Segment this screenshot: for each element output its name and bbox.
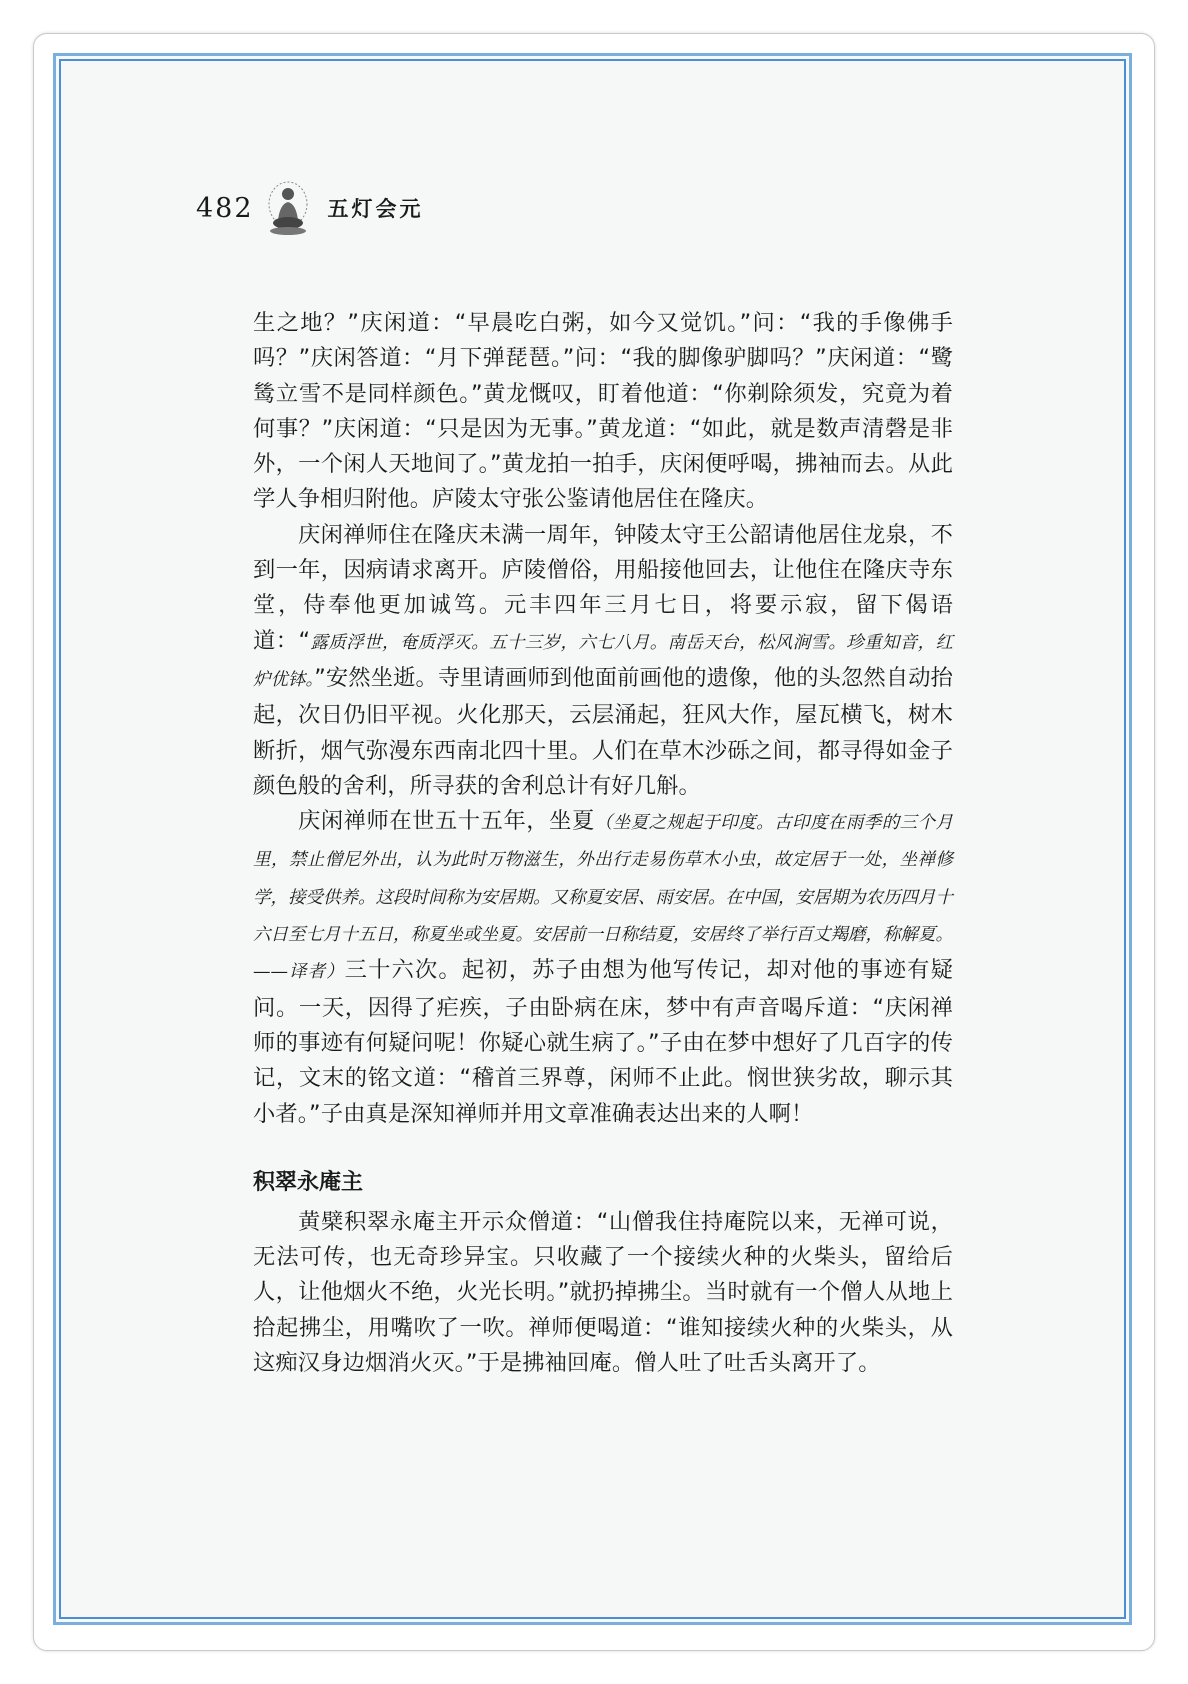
- paragraph-text: 庆闲禅师住在隆庆未满一周年，钟陵太守王公韶请他居住龙泉，不到一年，因病请求离开。庐陵僧俗，用船接他回去，让他住在隆庆寺东堂，侍奉他更加诚笃。元丰四年三月七日，将要示寂，留下偈语道：“: [253, 521, 953, 654]
- page-number: 482: [196, 192, 254, 224]
- paragraph: [253, 518, 953, 804]
- paragraph: 黄檗积翠永庵主开示众僧道：“山僧我住持庵院以来，无禅可说，无法可传，也无奇珍异宝。只收藏了一个接续火种的火柴头，留给后人，让他烟火不绝，火光长明。”就扔掉拂尘。当时就有一个僧人从地上拾起拂尘，用嘴吹了一吹。禅师便喝道：“谁知接续火种的火柴头，从这痴汉身边烟消火灭。”于是拂袖回庵。僧人吐了吐舌头离开了。: [253, 1208, 953, 1377]
- paragraph: [253, 804, 953, 1132]
- book-title: 五灯会元: [327, 197, 424, 221]
- translator-note: （坐夏之规起于印度。古印度在雨季的三个月里，禁止僧尼外出，认为此时万物滋生，外出行走易伤草木小虫，故定居于一处，坐禅修学，接受供养。这段时间称为安居期。又称夏安居、雨安居。在中国，安居期为农历四月十六日至七月十五日，称夏坐或坐夏。安居前一日称结夏，安居终了举行百丈羯磨，称解夏。——译者）: [253, 813, 953, 983]
- paragraph-text: 庆闲禅师在世五十五年，坐夏: [298, 808, 595, 835]
- paragraph-text: ”安然坐逝。寺里请画师到他面前画他的遗像，他的头忽然自动抬起，次日仍旧平视。火化那天，云层涌起，狂风大作，屋瓦横飞，树木断折，烟气弥漫东西南北四十里。人们在草木沙砾之间，都寻得如金子颜色般的舍利，所寻获的舍利总计有好几斛。: [253, 664, 954, 799]
- main-text: [253, 306, 953, 1381]
- section-title: 积翠永庵主: [253, 1169, 364, 1195]
- verse-text: 露质浮世，奄质浮灭。五十三岁，六七八月。南岳天台，松风涧雪。珍重知音，红炉优钵。: [253, 632, 954, 690]
- running-header: [196, 180, 424, 236]
- paragraph-text: 三十六次。起初，苏子由想为他写传记，却对他的事迹有疑问。一天，因得了疟疾，子由卧病在床，梦中有声音喝斥道：“庆闲禅师的事迹有何疑问呢！你疑心就生病了。”子由在梦中想好了几百字的传记，文末的铭文道：“稽首三界尊，闲师不止此。悯世狭劣故，聊示其小者。”子由真是深知禅师并用文章准确表达出来的人啊！: [253, 957, 954, 1127]
- seated-buddha-icon: [264, 180, 312, 236]
- paragraph: 生之地？”庆闲道：“早晨吃白粥，如今又觉饥。”问：“我的手像佛手吗？”庆闲答道：“月下弹琵琶。”问：“我的脚像驴脚吗？”庆闲道：“鹭鸶立雪不是同样颜色。”黄龙慨叹，盯着他道：“你剃除须发，究竟为着何事？”庆闲道：“只是因为无事。”黄龙道：“如此，就是数声清磬是非外，一个闲人天地间了。”黄龙拍一拍手，庆闲便呼喝，拂袖而去。从此学人争相归附他。庐陵太守张公鉴请他居住在隆庆。: [253, 310, 953, 513]
